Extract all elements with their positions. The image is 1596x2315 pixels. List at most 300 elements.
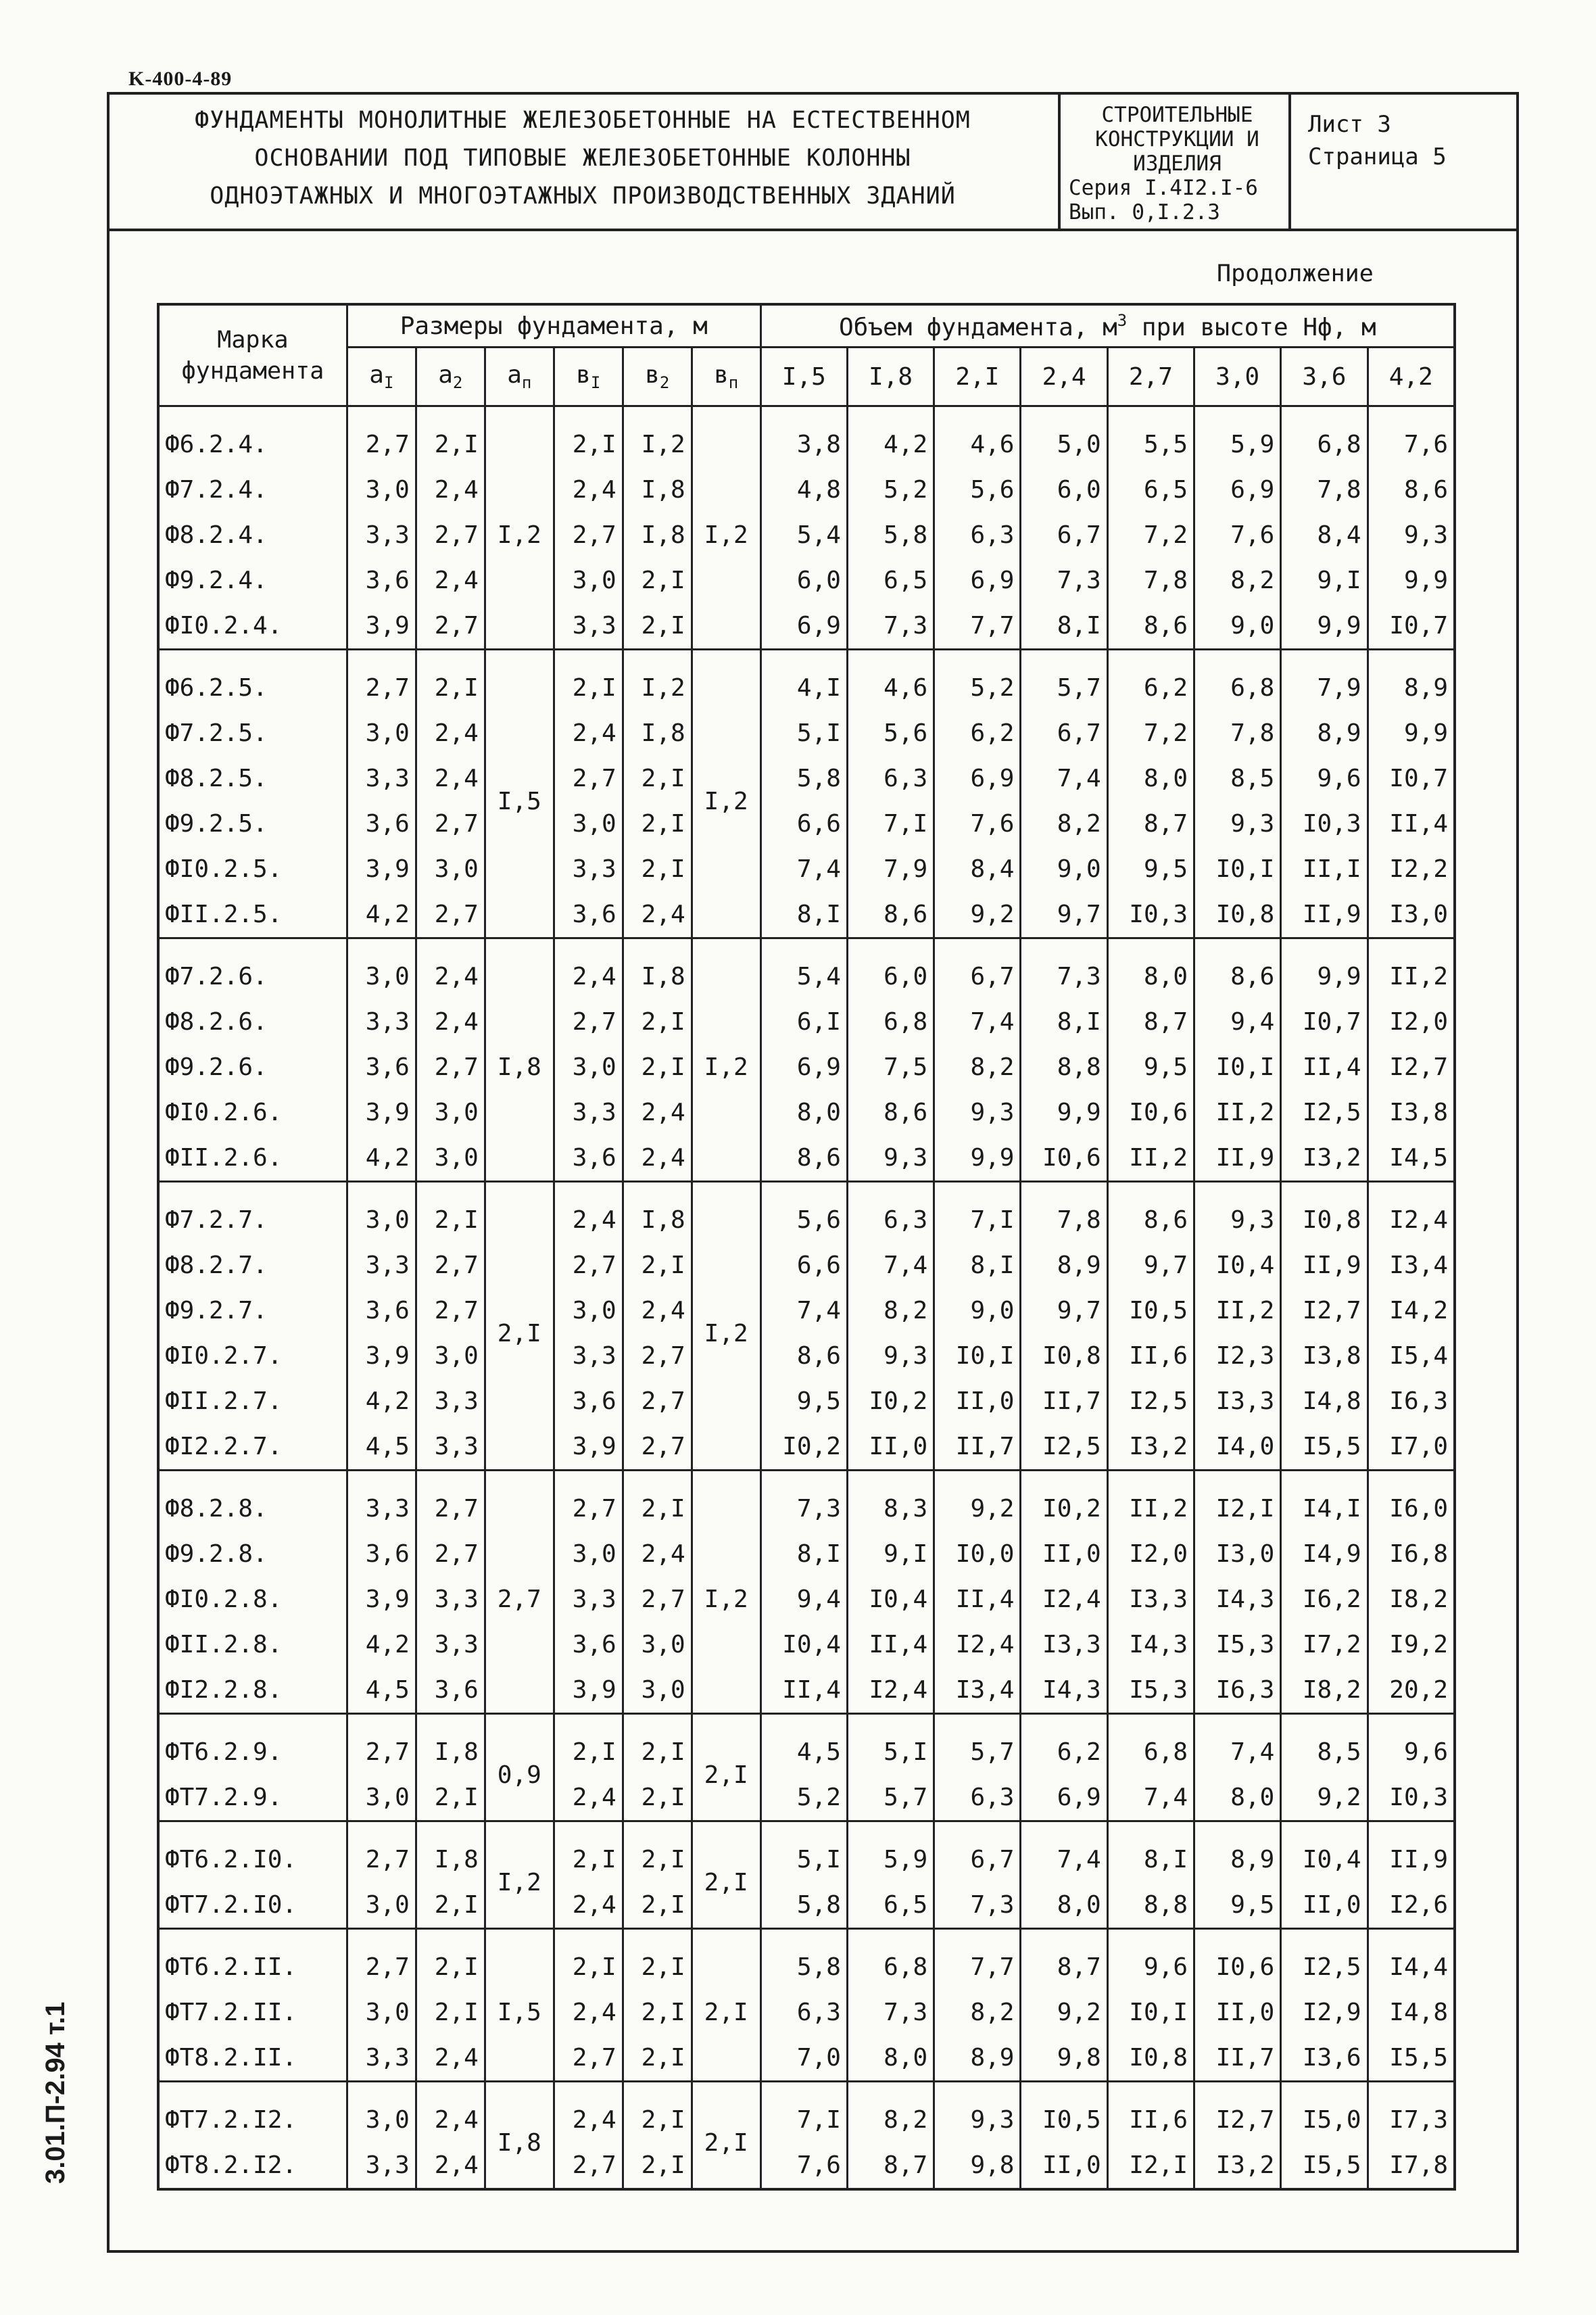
dimension-bp: I,2 <box>692 422 760 650</box>
volume-cell: I0,8 <box>1194 892 1281 938</box>
volume-cell: I2,7 <box>1194 2097 1281 2143</box>
dimension-ap: I,2 <box>485 1837 554 1929</box>
volume-cell: 8,7 <box>1021 1944 1107 1990</box>
volume-cell: 8,2 <box>934 1045 1021 1090</box>
volume-cell: 6,7 <box>934 1837 1021 1882</box>
table-row <box>158 1243 1455 1288</box>
document-title <box>110 101 1056 215</box>
volume-cell: 9,3 <box>1194 801 1281 846</box>
volume-cell: 9,0 <box>1021 846 1107 892</box>
volume-cell: 9,9 <box>934 1135 1021 1182</box>
volume-cell: 8,0 <box>1194 1775 1281 1821</box>
height-column-header: 3,6 <box>1281 348 1368 406</box>
volume-cell: 9,6 <box>1107 1944 1194 1990</box>
volume-cell: 9,7 <box>1021 1288 1107 1333</box>
table-row <box>158 1990 1455 2035</box>
table-row <box>158 756 1455 801</box>
volume-cell: 5,2 <box>760 1775 847 1821</box>
table-row <box>158 1944 1455 1990</box>
foundation-mark: ФII.2.5. <box>158 892 347 938</box>
foundation-mark: Ф8.2.8. <box>158 1486 347 1531</box>
dimension-b2: 2,I <box>623 603 692 650</box>
volume-cell: I2,4 <box>1021 1577 1107 1622</box>
separator-cell <box>692 406 760 423</box>
volume-cell: 9,4 <box>760 1577 847 1622</box>
separator-cell <box>1194 650 1281 666</box>
volume-cell: 5,2 <box>847 467 934 512</box>
volume-cell: 8,I <box>760 892 847 938</box>
dimension-b1: 3,0 <box>554 558 623 603</box>
volume-cell: 7,7 <box>934 603 1021 650</box>
volume-cell: II,0 <box>847 1424 934 1471</box>
volume-header-text: Объем фундамента, м <box>838 313 1117 341</box>
dimension-a1: 2,7 <box>347 422 416 467</box>
dimension-a1: 2,7 <box>347 1944 416 1990</box>
separator-cell <box>554 2082 623 2098</box>
dimension-a1: 3,3 <box>347 1243 416 1288</box>
volume-cell: 7,0 <box>760 2035 847 2082</box>
dimension-a2: 2,7 <box>416 801 485 846</box>
table-row <box>158 846 1455 892</box>
separator-cell <box>847 406 934 423</box>
volume-cell: 8,6 <box>1107 1197 1194 1243</box>
volume-cell: I4,I <box>1281 1486 1368 1531</box>
dimension-b1: 2,4 <box>554 1775 623 1821</box>
height-column-header: 2,I <box>934 348 1021 406</box>
dimension-b1: 2,7 <box>554 1243 623 1288</box>
dimension-b1: 2,7 <box>554 999 623 1045</box>
dimension-symbol: в <box>576 361 591 389</box>
volume-cell: I0,3 <box>1281 801 1368 846</box>
volume-cell: 6,3 <box>934 1775 1021 1821</box>
separator-cell <box>623 1821 692 1838</box>
volume-cell: 9,3 <box>934 1090 1021 1135</box>
volume-header-superscript: 3 <box>1117 310 1128 330</box>
separator-cell <box>485 938 554 955</box>
volume-cell: 8,9 <box>934 2035 1021 2082</box>
volume-cell: I0,6 <box>1021 1135 1107 1182</box>
dimension-a1: 2,7 <box>347 1729 416 1775</box>
volume-cell: I2,4 <box>847 1667 934 1714</box>
volume-cell: I0,I <box>934 1333 1021 1379</box>
volume-cell: 9,3 <box>1368 512 1455 558</box>
volume-cell: I2,5 <box>1021 1424 1107 1471</box>
separator-cell <box>554 938 623 955</box>
volume-cell: 7,I <box>934 1197 1021 1243</box>
volume-cell: I0,6 <box>1194 1944 1281 1990</box>
separator-cell <box>1107 1714 1194 1730</box>
separator-cell <box>1107 1821 1194 1838</box>
dimension-b2: I,8 <box>623 512 692 558</box>
foundation-mark: ФТ7.2.9. <box>158 1775 347 1821</box>
separator-cell <box>1107 1929 1194 1945</box>
separator-cell <box>485 1714 554 1730</box>
separator-cell <box>623 1714 692 1730</box>
volume-cell: II,6 <box>1107 2097 1194 2143</box>
separator-cell <box>760 1821 847 1838</box>
volume-cell: 5,5 <box>1107 422 1194 467</box>
dimension-b2: 2,I <box>623 999 692 1045</box>
dimension-b1: 2,I <box>554 1944 623 1990</box>
dimension-a2: 2,I <box>416 1990 485 2035</box>
dimensions-header: Размеры фундамента, м <box>347 304 760 348</box>
volume-cell: 8,0 <box>1021 1882 1107 1929</box>
volume-cell: 8,2 <box>847 2097 934 2143</box>
separator-cell <box>554 1714 623 1730</box>
dimension-b2: 2,7 <box>623 1424 692 1471</box>
separator-cell <box>1281 1471 1368 1487</box>
dimension-b2: 2,4 <box>623 1090 692 1135</box>
dimension-b2: 2,I <box>623 1882 692 1929</box>
volume-cell: 9,2 <box>934 1486 1021 1531</box>
volume-cell: 7,4 <box>760 846 847 892</box>
volume-cell: 7,4 <box>1021 756 1107 801</box>
dimension-a2: 2,I <box>416 1944 485 1990</box>
dimension-a1: 3,0 <box>347 467 416 512</box>
series-line: СТРОИТЕЛЬНЫЕ <box>1101 103 1253 127</box>
separator-cell <box>554 406 623 423</box>
height-column-header: 2,4 <box>1021 348 1107 406</box>
dimension-b2: 2,I <box>623 2143 692 2189</box>
separator-cell <box>1368 1714 1455 1730</box>
volume-cell: 9,0 <box>934 1288 1021 1333</box>
volume-cell: 9,7 <box>1021 892 1107 938</box>
dimension-b1: 2,7 <box>554 2035 623 2082</box>
separator-cell <box>934 1471 1021 1487</box>
separator-cell <box>416 1714 485 1730</box>
dimension-b1: 3,9 <box>554 1424 623 1471</box>
dimension-a2: 2,4 <box>416 999 485 1045</box>
volume-cell: II,4 <box>934 1577 1021 1622</box>
foundation-mark: Ф8.2.6. <box>158 999 347 1045</box>
separator-cell <box>1021 1714 1107 1730</box>
foundation-mark: Ф7.2.7. <box>158 1197 347 1243</box>
separator-cell <box>1194 1929 1281 1945</box>
dimension-ap: I,5 <box>485 1944 554 2082</box>
volume-cell: 9,3 <box>934 2097 1021 2143</box>
separator-cell <box>347 1714 416 1730</box>
volume-cell: I0,7 <box>1368 756 1455 801</box>
dimension-b1: 2,4 <box>554 1197 623 1243</box>
separator-cell <box>485 1821 554 1838</box>
volume-cell: 7,4 <box>1107 1775 1194 1821</box>
dimension-b1: 3,3 <box>554 603 623 650</box>
foundation-mark: ФI2.2.8. <box>158 1667 347 1714</box>
separator-cell <box>623 406 692 423</box>
dimension-b1: 2,7 <box>554 1486 623 1531</box>
dimension-a1: 4,5 <box>347 1424 416 1471</box>
volume-cell: 6,8 <box>847 1944 934 1990</box>
dimension-b2: I,2 <box>623 665 692 711</box>
separator-cell <box>1368 1182 1455 1198</box>
volume-cell: I4,3 <box>1021 1667 1107 1714</box>
dimension-column-header <box>416 348 485 406</box>
separator-cell <box>1281 1182 1368 1198</box>
volume-cell: II,0 <box>934 1379 1021 1424</box>
dimension-b2: 2,7 <box>623 1379 692 1424</box>
volume-cell: 6,6 <box>760 1243 847 1288</box>
dimension-b2: 2,I <box>623 2035 692 2082</box>
volume-cell: 9,9 <box>1368 558 1455 603</box>
separator-cell <box>416 1182 485 1198</box>
separator-cell <box>934 2082 1021 2098</box>
volume-cell: I4,3 <box>1107 1622 1194 1667</box>
dimension-b1: 3,3 <box>554 1090 623 1135</box>
volume-cell: II,7 <box>934 1424 1021 1471</box>
volume-cell: I3,6 <box>1281 2035 1368 2082</box>
foundation-mark: Ф8.2.7. <box>158 1243 347 1288</box>
volume-cell: 7,6 <box>934 801 1021 846</box>
separator-cell <box>1194 938 1281 955</box>
separator-cell <box>934 1929 1021 1945</box>
volume-cell: 8,2 <box>1194 558 1281 603</box>
separator-cell <box>158 1182 347 1198</box>
separator-cell <box>1107 650 1194 666</box>
dimension-symbol: в <box>714 361 729 389</box>
dimension-a2: 2,7 <box>416 1288 485 1333</box>
dimension-column-header <box>623 348 692 406</box>
volume-cell: 7,7 <box>934 1944 1021 1990</box>
dimension-a2: 3,0 <box>416 846 485 892</box>
separator-cell <box>416 406 485 423</box>
volume-cell: I0,2 <box>847 1379 934 1424</box>
volume-cell: I2,2 <box>1368 846 1455 892</box>
volume-cell: I4,9 <box>1281 1531 1368 1577</box>
dimension-subscript: 2 <box>452 373 463 392</box>
volume-cell: 5,4 <box>760 954 847 999</box>
dimension-b2: I,2 <box>623 422 692 467</box>
dimension-b2: I,8 <box>623 1197 692 1243</box>
dimension-b1: 2,4 <box>554 1990 623 2035</box>
volume-cell: II,9 <box>1368 1837 1455 1882</box>
separator-cell <box>760 2082 847 2098</box>
dimension-symbol: a <box>369 361 384 389</box>
separator-cell <box>692 1714 760 1730</box>
volume-cell: 6,9 <box>934 756 1021 801</box>
dimension-a1: 3,3 <box>347 756 416 801</box>
issue-number: Вып. 0,I.2.3 <box>1069 200 1220 224</box>
volume-cell: I0,5 <box>1107 1288 1194 1333</box>
volume-cell: 5,2 <box>934 665 1021 711</box>
foundation-mark: ФТ6.2.9. <box>158 1729 347 1775</box>
volume-cell: 6,5 <box>847 1882 934 1929</box>
dimension-a2: 2,4 <box>416 711 485 756</box>
dimension-a2: 3,3 <box>416 1379 485 1424</box>
separator-cell <box>934 1182 1021 1198</box>
separator-cell <box>1368 650 1455 666</box>
volume-cell: 9,0 <box>1194 603 1281 650</box>
dimension-ap: I,2 <box>485 422 554 650</box>
separator-cell <box>623 2082 692 2098</box>
volume-cell: 9,5 <box>760 1379 847 1424</box>
volume-cell: 8,I <box>934 1243 1021 1288</box>
separator-cell <box>847 1471 934 1487</box>
volume-cell: 9,9 <box>1368 711 1455 756</box>
separator-cell <box>847 1821 934 1838</box>
separator-cell <box>158 2082 347 2098</box>
separator-cell <box>1281 1821 1368 1838</box>
volume-cell: I0,I <box>1194 1045 1281 1090</box>
volume-cell: 6,7 <box>1021 711 1107 756</box>
table-row <box>158 1045 1455 1090</box>
dimension-a1: 3,6 <box>347 558 416 603</box>
volume-cell: I3,8 <box>1368 1090 1455 1135</box>
volume-cell: I9,2 <box>1368 1622 1455 1667</box>
dimension-a1: 3,9 <box>347 846 416 892</box>
separator-cell <box>1194 1821 1281 1838</box>
separator-cell <box>760 406 847 423</box>
volume-cell: I0,6 <box>1107 1090 1194 1135</box>
volume-cell: I3,2 <box>1194 2143 1281 2189</box>
foundation-mark: Ф8.2.5. <box>158 756 347 801</box>
separator-cell <box>623 650 692 666</box>
volume-header-tail: при высоте Нф, м <box>1127 313 1376 341</box>
separator-cell <box>760 1929 847 1945</box>
volume-cell: 6,3 <box>847 1197 934 1243</box>
volume-cell: II,0 <box>1194 1990 1281 2035</box>
volume-cell: 9,2 <box>1281 1775 1368 1821</box>
dimension-b2: 2,7 <box>623 1333 692 1379</box>
dimension-ap: 0,9 <box>485 1729 554 1821</box>
volume-cell: I4,0 <box>1194 1424 1281 1471</box>
volume-cell: I7,2 <box>1281 1622 1368 1667</box>
dimension-bp: I,2 <box>692 1197 760 1471</box>
foundation-mark: ФII.2.8. <box>158 1622 347 1667</box>
foundation-table <box>157 303 1456 2191</box>
volume-cell: I0,3 <box>1107 892 1194 938</box>
volume-cell: 6,3 <box>760 1990 847 2035</box>
volume-cell: 4,6 <box>847 665 934 711</box>
table-row <box>158 2097 1455 2143</box>
separator-cell <box>416 1821 485 1838</box>
dimension-a1: 4,2 <box>347 1135 416 1182</box>
volume-cell: II,7 <box>1021 1379 1107 1424</box>
volume-cell: II,7 <box>1194 2035 1281 2082</box>
volume-cell: 8,6 <box>1194 954 1281 999</box>
dimension-a1: 3,0 <box>347 1775 416 1821</box>
dimension-a1: 3,0 <box>347 1197 416 1243</box>
separator-cell <box>760 1182 847 1198</box>
volume-cell: I3,8 <box>1281 1333 1368 1379</box>
dimension-b1: 3,6 <box>554 892 623 938</box>
volume-cell: 6,0 <box>760 558 847 603</box>
dimension-column-header <box>554 348 623 406</box>
group-separator <box>158 1714 1455 1730</box>
volume-cell: I2,I <box>1194 1486 1281 1531</box>
separator-cell <box>692 2082 760 2098</box>
separator-cell <box>158 1471 347 1487</box>
separator-cell <box>1021 1182 1107 1198</box>
separator-cell <box>692 1929 760 1945</box>
volume-cell: 8,5 <box>1194 756 1281 801</box>
volume-cell: I5,4 <box>1368 1333 1455 1379</box>
volume-cell: 8,8 <box>1107 1882 1194 1929</box>
dimension-b2: 2,I <box>623 1243 692 1288</box>
volume-cell: 8,2 <box>1021 801 1107 846</box>
dimension-b2: 2,I <box>623 1729 692 1775</box>
volume-cell: 8,5 <box>1281 1729 1368 1775</box>
page-number: Страница 5 <box>1308 143 1447 170</box>
volume-cell: II,0 <box>1281 1882 1368 1929</box>
dimension-a2: I,8 <box>416 1729 485 1775</box>
separator-cell <box>623 938 692 955</box>
separator-cell <box>158 406 347 423</box>
dimension-a1: 3,0 <box>347 711 416 756</box>
volume-cell: II,I <box>1281 846 1368 892</box>
separator-cell <box>692 650 760 666</box>
title-line: ОСНОВАНИИ ПОД ТИПОВЫЕ ЖЕЛЕЗОБЕТОННЫЕ КОЛОННЫ <box>254 145 911 172</box>
volume-cell: 7,3 <box>1021 954 1107 999</box>
volume-cell: I0,8 <box>1021 1333 1107 1379</box>
table-row <box>158 711 1455 756</box>
volume-cell: 6,8 <box>1281 422 1368 467</box>
dimension-b1: 2,4 <box>554 467 623 512</box>
dimension-b2: 2,I <box>623 846 692 892</box>
volume-cell: 8,I <box>760 1531 847 1577</box>
dimension-a2: 2,4 <box>416 467 485 512</box>
dimension-a1: 3,6 <box>347 1531 416 1577</box>
dimension-b1: 2,7 <box>554 2143 623 2189</box>
dimension-a1: 3,6 <box>347 1288 416 1333</box>
dimension-b2: 2,4 <box>623 1288 692 1333</box>
separator-cell <box>760 1471 847 1487</box>
table-row <box>158 1135 1455 1182</box>
volume-cell: I4,8 <box>1281 1379 1368 1424</box>
dimension-symbol: a <box>507 361 522 389</box>
volume-cell: 7,8 <box>1194 711 1281 756</box>
volume-cell: 8,I <box>1107 1837 1194 1882</box>
separator-cell <box>934 1821 1021 1838</box>
volume-cell: 5,I <box>760 1837 847 1882</box>
dimension-b1: 3,0 <box>554 801 623 846</box>
volume-cell: 5,I <box>760 711 847 756</box>
table-row <box>158 801 1455 846</box>
table-row <box>158 1837 1455 1882</box>
separator-cell <box>692 1182 760 1198</box>
separator-cell <box>554 1182 623 1198</box>
dimension-a1: 3,6 <box>347 1045 416 1090</box>
dimension-bp: I,2 <box>692 954 760 1182</box>
volume-cell: 9,9 <box>1281 954 1368 999</box>
dimension-a2: 2,4 <box>416 2097 485 2143</box>
volume-cell: 5,8 <box>760 1944 847 1990</box>
volume-cell: 6,9 <box>934 558 1021 603</box>
volume-cell: I0,5 <box>1021 2097 1107 2143</box>
volume-cell: 7,4 <box>760 1288 847 1333</box>
separator-cell <box>1021 1929 1107 1945</box>
height-column-header: I,5 <box>760 348 847 406</box>
dimension-b2: 2,4 <box>623 892 692 938</box>
separator-cell <box>554 1471 623 1487</box>
volume-cell: 6,2 <box>1021 1729 1107 1775</box>
dimension-a2: 2,7 <box>416 512 485 558</box>
foundation-mark: Ф9.2.8. <box>158 1531 347 1577</box>
volume-cell: 7,9 <box>1281 665 1368 711</box>
dimension-symbol: a <box>438 361 453 389</box>
volume-cell: 5,4 <box>760 512 847 558</box>
volume-cell: I0,8 <box>1107 2035 1194 2082</box>
separator-cell <box>1021 1471 1107 1487</box>
dimension-a2: 3,0 <box>416 1333 485 1379</box>
dimension-a1: 3,6 <box>347 801 416 846</box>
separator-cell <box>1281 938 1368 955</box>
volume-cell: 7,4 <box>934 999 1021 1045</box>
volume-cell: 6,8 <box>1107 1729 1194 1775</box>
volume-cell: I0,I <box>1107 1990 1194 2035</box>
separator-cell <box>554 1929 623 1945</box>
volume-cell: 8,6 <box>760 1135 847 1182</box>
group-separator <box>158 650 1455 666</box>
